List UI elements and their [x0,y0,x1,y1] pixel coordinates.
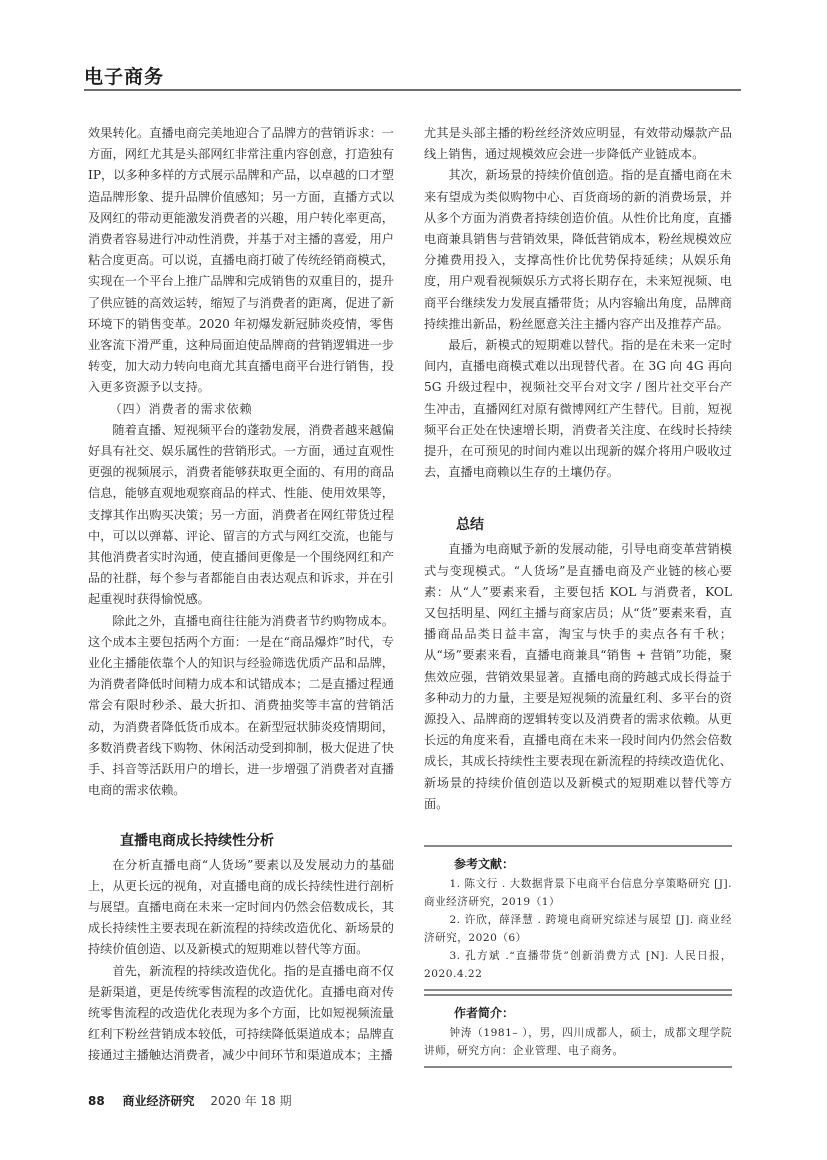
right-column [424,123,732,815]
paragraph: 除此之外，直播电商往往能为消费者节约购物成本。这个成本主要包括两个方面：一是在“商品爆炸”时代，专业化主播能依靠个人的知识与经验筛选优质产品和品牌，为消费者降低时间精力成本和试错成本；二是直播过程通常会有限时秒杀、最大折扣、消费抽奖等丰富的营销活动，为消费者降低货币成本。在新型冠状肺炎疫情期间，多数消费者线下购物、休闲活动受到抑制，极大促进了快手、抖音等活跃用户的增长，进一步增强了消费者对直播电商的需求依赖。 [88,613,394,798]
paragraph: 在分析直播电商“人货场”要素以及发展动力的基础上，从更长远的视角，对直播电商的成长持续性进行剖析与展望。直播电商在未来一定时间内仍然会倍数成长，其成长持续性主要表现在新流程的持续改造优化、新场景的持续价值创造、以及新模式的短期难以替代等方面。 [88,857,394,957]
issue-label: 2020 年 18 期 [210,1094,292,1108]
subheading: （四）消费者的需求依赖 [109,401,253,416]
references-box [424,845,732,991]
author-title: 作者简介： [454,1006,515,1020]
paragraph: 最后，新模式的短期难以替代。指的是在未来一定时间内，直播电商模式难以出现替代者。在 3G 向 4G 再向 5G 升级过程中，视频社交平台对文字 / 图片社交平台产生冲击，直播网红对原有微博网红产生替代。目前，短视频平台正处在快速增长期，消费者关注度、在线时长持续提升，在可预见的时间内难以出现新的媒介将用户吸收过去，直播电商赖以生存的土壤仍存。 [424,338,732,480]
paragraph: 效果转化。直播电商完美地迎合了品牌方的营销诉求：一方面，网红尤其是头部网红非常注重内容创意，打造独有IP，以多种多样的方式展示品牌和产品，以卓越的口才塑造品牌形象、提升品牌价值感知；另一方面，直播方式以及网红的带动更能激发消费者的兴趣，用户转化率更高，消费者容易进行冲动性消费，并基于对主播的喜爱，用户粘合度更高。可以说，直播电商打破了传统经销商模式，实现在一个平台上推广品牌和完成销售的双重目的，提升了供应链的高效运转，缩短了与消费者的距离，促进了新环境下的销售变革。2020 年初爆发新冠肺炎疫情，零售业客流下滑严重，这种局面迫使品牌商的营销逻辑进一步转变，加大动力转向电商尤其直播电商平台进行销售，投入更多资源予以支持。 [88,126,394,395]
section-title: 直播电商成长持续性分析 [120,832,274,849]
paragraph: 首先，新流程的持续改造优化。指的是直播电商不仅是新渠道，更是传统零售流程的改造优化。直播电商对传统零售流程的改造优化表现为多个方面，比如短视频流量红利下粉丝营销成本较低，可持续降低渠道成本；品牌直接通过主播触达消费者，减少中间环节和渠道成本；主播 [88,963,394,1063]
page-number: 88 [88,1094,105,1108]
header-divider [84,89,741,91]
reference-item: 2. 许欣，薛泽慧 . 跨境电商研究综述与展望 [J]. 商业经济研究，2020（6） [424,914,732,944]
author-box [424,994,732,1068]
reference-item: 1. 陈文行 . 大数据背景下电商平台信息分享策略研究 [J]. 商业经济研究，2019（1） [424,878,732,908]
page-footer [88,1092,292,1109]
left-column [88,123,394,1067]
paragraph: 其次，新场景的持续价值创造。指的是直播电商在未来有望成为类似购物中心、百货商场的新的消费场景，并从多个方面为消费者持续创造价值。从性价比角度，直播电商兼具销售与营销效果，降低营销成本，粉丝规模效应分摊费用投入，支撑高性价比优势保持延续；从娱乐角度，用户观看视频娱乐方式将长期存在，未来短视频、电商平台继续发力发展直播带货；从内容输出角度，品牌商持续推出新品，粉丝愿意关注主播内容产出及推荐产品。 [424,168,732,331]
references-title: 参考文献： [454,857,515,871]
reference-item: 3. 孔方斌 .“直播带货”创新消费方式 [N]. 人民日报，2020.4.22 [424,950,732,980]
paragraph: 随着直播、短视频平台的蓬勃发展，消费者越来越偏好具有社交、娱乐属性的营销形式。一方面，通过直观性更强的视频展示，消费者能够获取更全面的、有用的商品信息，能够直观地观察商品的样式、性能、使用效果等，支撑其作出购买决策；另一方面，消费者在网红带货过程中，可以以弹幕、评论、留言的方式与网红交流，也能与其他消费者实时沟通，使直播间更像是一个围绕网红和产品的社群，每个参与者都能自由表达观点和诉求，并在引起重视时获得愉悦感。 [88,422,394,607]
journal-name: 商业经济研究 [122,1094,195,1108]
author-bio: 钟涛（1981– ），男，四川成都人，硕士，成都文理学院讲师，研究方向：企业管理、电子商务。 [424,1027,732,1057]
paragraph: 尤其是头部主播的粉丝经济效应明显，有效带动爆款产品线上销售，通过规模效应会进一步降低产业链成本。 [424,126,732,162]
section-title: 总结 [456,517,484,534]
section-header-title: 电子商务 [84,66,165,88]
paragraph: 直播为电商赋予新的发展动能，引导电商变革营销模式与变现模式。“人货场”是直播电商及产业链的核心要素：从“人”要素来看，主要包括 KOL 与消费者，KOL 又包括明星、网红主播与商家店员；从“货”要素来看，直播商品品类日益丰富，淘宝与快手的卖点各有千秋；从“场”要素来看，直播电商兼具“销售 + 营销”功能，聚焦效应强，营销效果显著。直播电商的跨越式成长得益于多种动力的力量，主要是短视频的流量红利、多平台的资源投入、品牌商的逻辑转变以及消费者的需求依赖。从更长远的角度来看，直播电商在未来一段时间内仍然会倍数成长，其成长持续性主要表现在新流程的持续改造优化、新场景的持续价值创造以及新模式的短期难以替代等方面。 [424,542,732,811]
